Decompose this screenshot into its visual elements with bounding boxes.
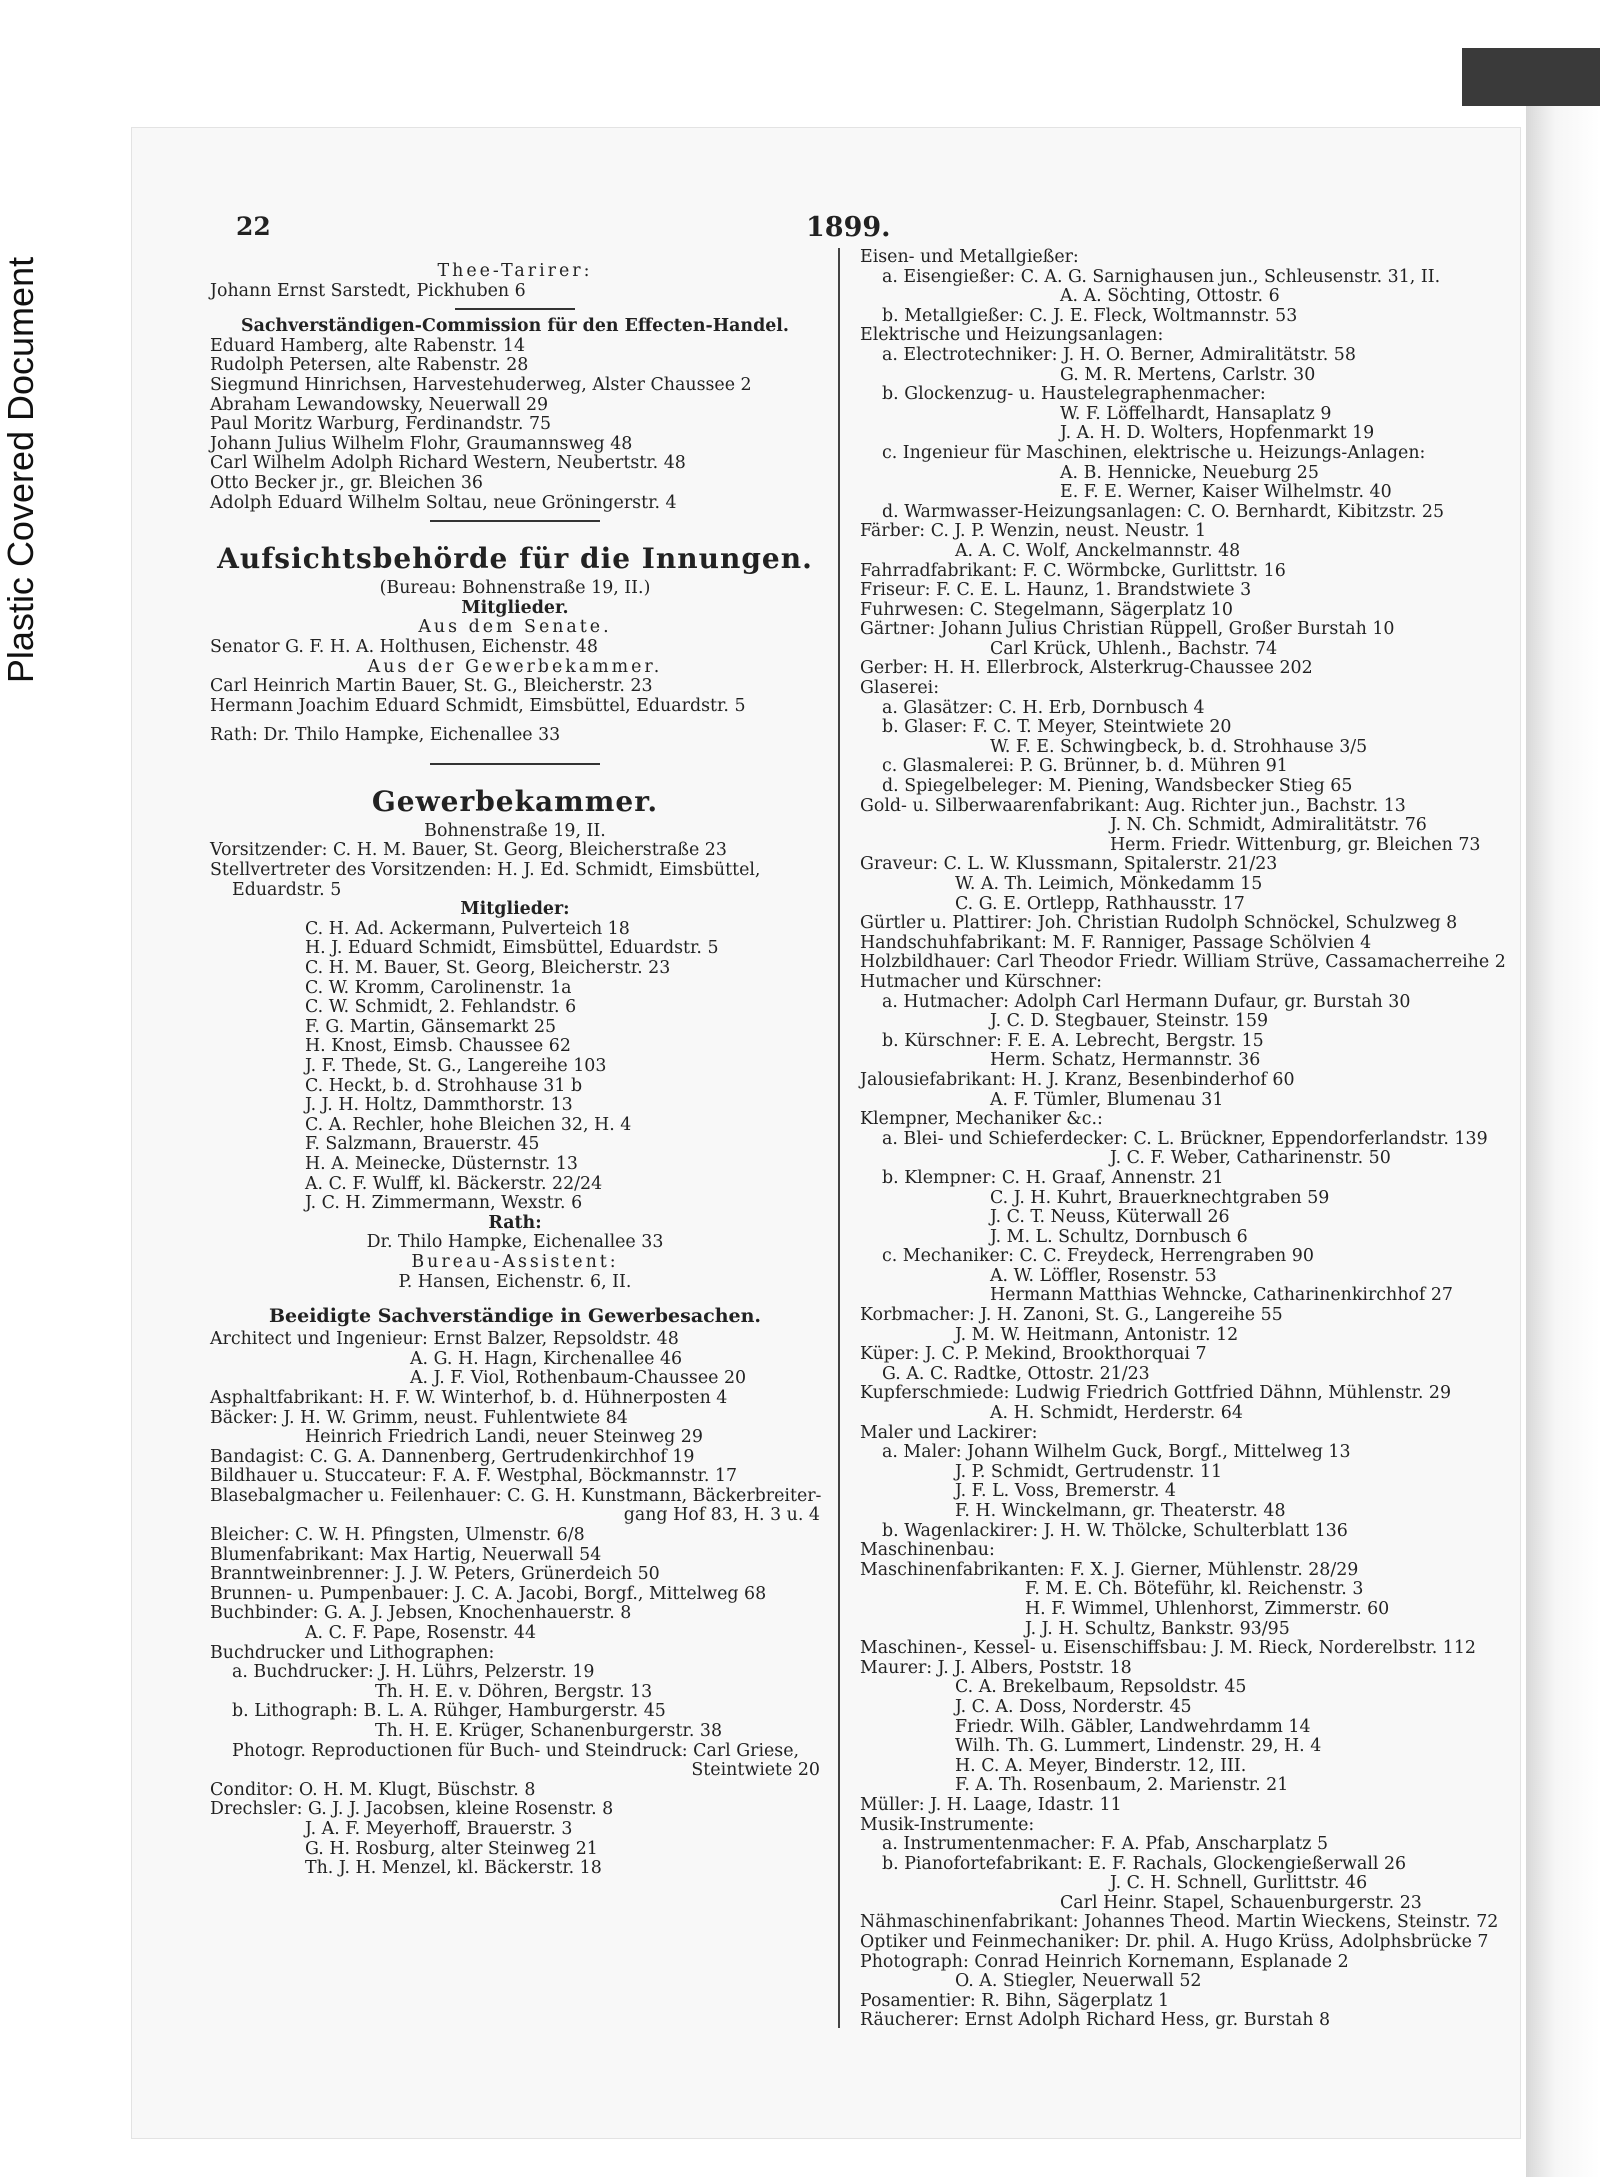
entry-line: Friseur: F. C. E. L. Haunz, 1. Brandstwiete 3: [860, 580, 1252, 601]
entry-line: G. H. Rosburg, alter Steinweg 21: [305, 1838, 598, 1859]
entry-line: Bleicher: C. W. H. Pfingsten, Ulmenstr. 6/8: [210, 1525, 585, 1546]
entry-line: b. Pianofortefabrikant: E. F. Rachals, Glockengießerwall 26: [882, 1853, 1407, 1874]
entry-line: H. F. Wimmel, Uhlenhorst, Zimmerstr. 60: [1025, 1598, 1390, 1619]
member-line: H. A. Meinecke, Düsternstr. 13: [305, 1153, 578, 1174]
entry-line: Eduardstr. 5: [232, 879, 342, 900]
entry-line: Abraham Lewandowsky, Neuerwall 29: [210, 394, 549, 415]
entry-line: P. Hansen, Eichenstr. 6, II.: [398, 1271, 632, 1292]
entry-line: C. G. E. Ortlepp, Rathhausstr. 17: [955, 893, 1245, 914]
entry-line: W. F. Löffelhardt, Hansaplatz 9: [1060, 403, 1332, 424]
entry-line: Vorsitzender: C. H. M. Bauer, St. Georg, Bleicherstraße 23: [210, 840, 727, 861]
entry-line: O. A. Stiegler, Neuerwall 52: [955, 1971, 1202, 1992]
subtitle: (Bureau: Bohnenstraße 19, II.): [379, 578, 651, 599]
entry-line: Buchdrucker und Lithographen:: [210, 1642, 495, 1663]
entry-line: F. H. Winckelmann, gr. Theaterstr. 48: [955, 1501, 1286, 1521]
entry-line: Rudolph Petersen, alte Rabenstr. 28: [210, 355, 529, 376]
entry-line: Jalousiefabrikant: H. J. Kranz, Besenbinderhof 60: [860, 1069, 1295, 1090]
entry-line: J. C. T. Neuss, Küterwall 26: [990, 1207, 1230, 1228]
entry-line: A. G. H. Hagn, Kirchenallee 46: [410, 1348, 683, 1369]
member-line: A. C. F. Wulff, kl. Bäckerstr. 22/24: [305, 1173, 603, 1194]
entry-line: J. A. F. Meyerhoff, Brauerstr. 3: [305, 1818, 573, 1839]
member-line: H. Knost, Eimsb. Chaussee 62: [305, 1036, 571, 1057]
member-line: F. G. Martin, Gänsemarkt 25: [305, 1016, 557, 1037]
entry-line: Drechsler: G. J. J. Jacobsen, kleine Rosenstr. 8: [210, 1799, 614, 1820]
entry-line: A. J. F. Viol, Rothenbaum-Chaussee 20: [410, 1368, 747, 1389]
entry-line: W. A. Th. Leimich, Mönkedamm 15: [955, 874, 1263, 894]
member-line: J. J. H. Holtz, Dammthorstr. 13: [305, 1095, 573, 1116]
subheading: Aus der Gewerbekammer.: [367, 656, 663, 677]
member-line: C. Heckt, b. d. Strohhause 31 b: [305, 1075, 583, 1096]
entry-line: Posamentier: R. Bihn, Sägerplatz 1: [860, 1990, 1170, 2011]
entry-line: b. Glaser: F. C. T. Meyer, Steintwiete 20: [882, 717, 1232, 738]
entry-line: Carl Heinrich Martin Bauer, St. G., Bleicherstr. 23: [210, 676, 653, 697]
entry-line: Korbmacher: J. H. Zanoni, St. G., Langereihe 55: [860, 1305, 1283, 1326]
entry-line: Maurer: J. J. Albers, Poststr. 18: [860, 1657, 1132, 1678]
entry-line: Kupferschmiede: Ludwig Friedrich Gottfried Dähnn, Mühlenstr. 29: [860, 1383, 1452, 1404]
entry-line: A. C. F. Pape, Rosenstr. 44: [305, 1623, 537, 1644]
member-line: F. Salzmann, Brauerstr. 45: [305, 1134, 540, 1155]
entry-line: c. Ingenieur für Maschinen, elektrische u. Heizungs-Anlagen:: [882, 442, 1426, 463]
section-heading: Beeidigte Sachverständige in Gewerbesachen.: [268, 1305, 762, 1328]
entry-line: Gärtner: Johann Julius Christian Rüppell, Großer Burstah 10: [860, 619, 1395, 640]
entry-line: a. Electrotechniker: J. H. O. Berner, Admiralitätstr. 58: [882, 344, 1356, 365]
entry-line: J. C. A. Doss, Norderstr. 45: [955, 1696, 1192, 1717]
entry-line: Klempner, Mechaniker &c.:: [860, 1109, 1103, 1130]
subtitle: Bohnenstraße 19, II.: [424, 820, 606, 841]
entry-line: Küper: J. C. P. Mekind, Brookthorquai 7: [860, 1344, 1207, 1365]
entry-line: J. M. W. Heitmann, Antonistr. 12: [955, 1324, 1239, 1345]
entry-line: Nähmaschinenfabrikant: Johannes Theod. Martin Wieckens, Steinstr. 72: [860, 1912, 1499, 1933]
section-heading: Sachverständigen-Commission für den Effecten-Handel.: [241, 316, 789, 337]
member-line: C. H. M. Bauer, St. Georg, Bleicherstr. 23: [305, 958, 671, 979]
column-divider: [838, 248, 840, 2028]
entry-line: Maschinenfabrikanten: F. X. J. Gierner, Mühlenstr. 28/29: [860, 1559, 1359, 1580]
entry-line: Th. H. E. Krüger, Schanenburgerstr. 38: [375, 1721, 723, 1741]
entry-line: Johann Julius Wilhelm Flohr, Graumannsweg 48: [210, 433, 633, 454]
subheading: Mitglieder:: [460, 899, 570, 920]
entry-line: J. C. D. Stegbauer, Steinstr. 159: [990, 1011, 1269, 1032]
entry-line: A. H. Schmidt, Herderstr. 64: [990, 1403, 1243, 1424]
entry-line: a. Blei- und Schieferdecker: C. L. Brückner, Eppendorferlandstr. 139: [882, 1128, 1488, 1149]
entry-line: Bäcker: J. H. W. Grimm, neust. Fuhlentwiete 84: [210, 1407, 628, 1428]
member-line: J. C. H. Zimmermann, Wexstr. 6: [305, 1193, 583, 1214]
entry-line: C. A. Brekelbaum, Repsoldstr. 45: [955, 1677, 1247, 1698]
entry-line: Eduard Hamberg, alte Rabenstr. 14: [210, 335, 526, 356]
entry-line: Elektrische und Heizungsanlagen:: [860, 325, 1164, 346]
entry-line: Blumenfabrikant: Max Hartig, Neuerwall 54: [210, 1544, 602, 1565]
entry-line: a. Buchdrucker: J. H. Lührs, Pelzerstr. 19: [232, 1662, 595, 1683]
entry-line: Gerber: H. H. Ellerbrock, Alsterkrug-Chaussee 202: [860, 658, 1313, 679]
entry-line: Carl Wilhelm Adolph Richard Western, Neubertstr. 48: [210, 453, 686, 474]
entry-line: Otto Becker jr., gr. Bleichen 36: [210, 472, 483, 493]
entry-line: Heinrich Friedrich Landi, neuer Steinweg 29: [305, 1427, 703, 1448]
entry-line: Eisen- und Metallgießer:: [860, 247, 1079, 267]
entry-line: Optiker und Feinmechaniker: Dr. phil. A. Hugo Krüss, Adolphsbrücke 7: [860, 1932, 1489, 1953]
entry-line: Fahrradfabrikant: F. C. Wörmbcke, Gurlittstr. 16: [860, 560, 1286, 581]
entry-line: F. M. E. Ch. Böteführ, kl. Reichenstr. 3: [1025, 1579, 1364, 1600]
entry-line: Gürtler u. Plattirer: Joh. Christian Rudolph Schnöckel, Schulzweg 8: [860, 913, 1458, 934]
entry-line: Handschuhfabrikant: M. F. Ranniger, Passage Schölvien 4: [860, 932, 1372, 953]
entry-line: Senator G. F. H. A. Holthusen, Eichenstr. 48: [210, 636, 598, 657]
section-title: Gewerbekammer.: [371, 784, 659, 818]
spacer: [210, 772, 820, 782]
entry-line: J. J. H. Schultz, Bankstr. 93/95: [1025, 1618, 1290, 1639]
entry-line: a. Eisengießer: C. A. G. Sarnighausen jun., Schleusenstr. 31, II.: [882, 266, 1441, 287]
entry-line: gang Hof 83, H. 3 u. 4: [623, 1505, 820, 1526]
entry-line: J. P. Schmidt, Gertrudenstr. 11: [955, 1461, 1223, 1482]
entry-line: Bildhauer u. Stuccateur: F. A. F. Westphal, Böckmannstr. 17: [210, 1466, 738, 1487]
entry-line: Carl Krück, Uhlenh., Bachstr. 74: [990, 638, 1278, 659]
subheading: Bureau-Assistent:: [411, 1251, 619, 1272]
entry-line: Müller: J. H. Laage, Idastr. 11: [860, 1794, 1122, 1815]
entry-line: Conditor: O. H. M. Klugt, Büschstr. 8: [210, 1779, 536, 1800]
entry-line: J. N. Ch. Schmidt, Admiralitätstr. 76: [1110, 815, 1427, 836]
entry-line: b. Klempner: C. H. Graaf, Annenstr. 21: [882, 1167, 1224, 1188]
entry-line: F. A. Th. Rosenbaum, 2. Marienstr. 21: [955, 1775, 1289, 1796]
entry-line: Holzbildhauer: Carl Theodor Friedr. William Strüve, Cassamacherreihe 2: [860, 952, 1506, 973]
page-year: 1899.: [806, 212, 891, 243]
entry-line: Blasebalgmacher u. Feilenhauer: C. G. H. Kunstmann, Bäckerbreiter-: [210, 1485, 822, 1506]
section-title: Aufsichtsbehörde für die Innungen.: [217, 542, 813, 576]
entry-line: E. F. E. Werner, Kaiser Wilhelmstr. 40: [1060, 482, 1392, 503]
member-line: C. W. Schmidt, 2. Fehlandstr. 6: [305, 997, 577, 1018]
entry-line: Adolph Eduard Wilhelm Soltau, neue Gröningerstr. 4: [210, 492, 677, 513]
entry-line: Maler und Lackirer:: [860, 1422, 1038, 1443]
entry-line: Musik-Instrumente:: [860, 1814, 1035, 1835]
entry-line: Hutmacher und Kürschner:: [860, 971, 1102, 992]
entry-line: G. A. C. Radtke, Ottostr. 21/23: [882, 1363, 1150, 1384]
subheading: Rath:: [488, 1212, 542, 1233]
entry-line: Paul Moritz Warburg, Ferdinandstr. 75: [210, 414, 552, 435]
entry-line: Maschinenbau:: [860, 1540, 995, 1561]
rule: [430, 763, 600, 765]
scan-dark-corner: [1462, 48, 1600, 106]
entry-line: Siegmund Hinrichsen, Harvestehuderweg, Alster Chaussee 2: [210, 374, 752, 395]
entry-line: b. Metallgießer: C. J. E. Fleck, Woltmannstr. 53: [882, 305, 1298, 326]
entry-line: Architect und Ingenieur: Ernst Balzer, Repsoldstr. 48: [210, 1329, 679, 1350]
entry-line: b. Glockenzug- u. Haustelegraphenmacher:: [882, 384, 1266, 405]
entry-line: A. W. Löffler, Rosenstr. 53: [990, 1265, 1217, 1286]
entry-line: d. Spiegelbeleger: M. Piening, Wandsbecker Stieg 65: [882, 776, 1353, 797]
entry-line: Photogr. Reproductionen für Buch- und Steindruck: Carl Griese,: [232, 1740, 800, 1761]
entry-line: a. Instrumentenmacher: F. A. Pfab, Anscharplatz 5: [882, 1834, 1329, 1855]
entry-line: Dr. Thilo Hampke, Eichenallee 33: [366, 1232, 664, 1253]
spacer: [210, 1292, 820, 1302]
entry-line: Johann Ernst Sarstedt, Pickhuben 6: [210, 280, 526, 301]
entry-line: Wilh. Th. G. Lummert, Lindenstr. 29, H. 4: [955, 1736, 1322, 1757]
entry-line: Branntweinbrenner: J. J. W. Peters, Grünerdeich 50: [210, 1564, 660, 1585]
right-column: [860, 247, 1506, 2031]
entry-line: J. C. H. Schnell, Gurlittstr. 46: [1110, 1873, 1368, 1894]
entry-line: b. Lithograph: B. L. A. Rühger, Hamburgerstr. 45: [232, 1701, 666, 1722]
entry-line: Stellvertreter des Vorsitzenden: H. J. Ed. Schmidt, Eimsbüttel,: [210, 860, 761, 881]
entry-line: Friedr. Wilh. Gäbler, Landwehrdamm 14: [955, 1716, 1311, 1737]
entry-line: Asphaltfabrikant: H. F. W. Winterhof, b. d. Hühnerposten 4: [210, 1387, 728, 1408]
entry-line: J. M. L. Schultz, Dornbusch 6: [990, 1226, 1248, 1247]
entry-line: a. Hutmacher: Adolph Carl Hermann Dufaur, gr. Burstah 30: [882, 991, 1411, 1012]
subheading: Mitglieder.: [461, 597, 569, 618]
entry-line: J. A. H. D. Wolters, Hopfenmarkt 19: [1060, 423, 1375, 444]
entry-line: Räucherer: Ernst Adolph Richard Hess, gr. Burstah 8: [860, 2010, 1331, 2031]
section-heading: Thee-Tarirer:: [437, 261, 593, 281]
page-header: [236, 212, 1480, 248]
entry-line: Bandagist: C. G. A. Dannenberg, Gertrudenkirchhof 19: [210, 1446, 695, 1467]
adjacent-page-edge: [1526, 106, 1600, 2177]
entry-line: Graveur: C. L. W. Klussmann, Spitalerstr. 21/23: [860, 854, 1278, 875]
entry-line: A. A. Söchting, Ottostr. 6: [1060, 286, 1280, 307]
entry-line: W. F. E. Schwingbeck, b. d. Strohhause 3/5: [990, 736, 1368, 757]
entry-line: Steintwiete 20: [691, 1760, 820, 1781]
member-line: J. F. Thede, St. G., Langereihe 103: [305, 1056, 607, 1076]
entry-line: d. Warmwasser-Heizungsanlagen: C. O. Bernhardt, Kibitzstr. 25: [882, 501, 1445, 522]
member-line: C. W. Kromm, Carolinenstr. 1a: [305, 977, 572, 998]
entry-line: Glaserei:: [860, 678, 940, 699]
entry-line: Hermann Joachim Eduard Schmidt, Eimsbüttel, Eduardstr. 5: [210, 695, 746, 716]
left-column: [210, 262, 820, 1879]
page-number: 22: [236, 212, 271, 241]
entry-line: a. Maler: Johann Wilhelm Guck, Borgf., Mittelweg 13: [882, 1442, 1351, 1463]
entry-line: Brunnen- u. Pumpenbauer: J. C. A. Jacobi, Borgf., Mittelweg 68: [210, 1583, 767, 1604]
entry-line: Herm. Friedr. Wittenburg, gr. Bleichen 73: [1110, 834, 1481, 855]
entry-line: Hermann Matthias Wehncke, Catharinenkirchhof 27: [990, 1285, 1453, 1306]
entry-line: Herm. Schatz, Hermannstr. 36: [990, 1050, 1261, 1071]
entry-line: J. C. F. Weber, Catharinenstr. 50: [1110, 1148, 1391, 1169]
entry-line: C. J. H. Kuhrt, Brauerknechtgraben 59: [990, 1187, 1330, 1208]
entry-line: Färber: C. J. P. Wenzin, neust. Neustr. 1: [860, 521, 1207, 542]
entry-line: Rath: Dr. Thilo Hampke, Eichenallee 33: [210, 725, 561, 746]
entry-line: b. Wagenlackirer: J. H. W. Thölcke, Schulterblatt 136: [882, 1520, 1348, 1541]
entry-line: Carl Heinr. Stapel, Schauenburgerstr. 23: [1060, 1892, 1422, 1913]
entry-line: G. M. R. Mertens, Carlstr. 30: [1060, 364, 1316, 385]
entry-line: c. Glasmalerei: P. G. Brünner, b. d. Mühren 91: [882, 756, 1288, 777]
entry-line: Th. H. E. v. Döhren, Bergstr. 13: [375, 1681, 653, 1702]
entry-line: Buchbinder: G. A. J. Jebsen, Knochenhauerstr. 8: [210, 1603, 632, 1624]
entry-line: Gold- u. Silberwaarenfabrikant: Aug. Richter jun., Bachstr. 13: [860, 795, 1406, 816]
subheading: Aus dem Senate.: [418, 617, 612, 638]
entry-line: A. B. Hennicke, Neueburg 25: [1060, 462, 1319, 483]
spacer: [210, 529, 820, 539]
entry-line: A. A. C. Wolf, Anckelmannstr. 48: [955, 540, 1241, 561]
entry-line: Fuhrwesen: C. Stegelmann, Sägerplatz 10: [860, 599, 1233, 620]
entry-line: A. F. Tümler, Blumenau 31: [990, 1089, 1224, 1110]
entry-line: Maschinen-, Kessel- u. Eisenschiffsbau: J. M. Rieck, Norderelbstr. 112: [860, 1638, 1476, 1659]
spine-label: Plastic Covered Document: [0, 256, 41, 684]
spacer: [210, 746, 820, 756]
member-line: H. J. Eduard Schmidt, Eimsbüttel, Eduardstr. 5: [305, 938, 719, 959]
member-line: C. A. Rechler, hohe Bleichen 32, H. 4: [305, 1114, 632, 1135]
rule: [455, 308, 575, 310]
entry-line: Th. J. H. Menzel, kl. Bäckerstr. 18: [305, 1858, 602, 1879]
entry-line: a. Glasätzer: C. H. Erb, Dornbusch 4: [882, 697, 1205, 718]
entry-line: J. F. L. Voss, Bremerstr. 4: [955, 1481, 1176, 1502]
entry-line: H. C. A. Meyer, Binderstr. 12, III.: [955, 1755, 1247, 1776]
member-line: C. H. Ad. Ackermann, Pulverteich 18: [305, 918, 630, 939]
entry-line: Photograph: Conrad Heinrich Kornemann, Esplanade 2: [860, 1951, 1349, 1972]
entry-line: c. Mechaniker: C. C. Freydeck, Herrengraben 90: [882, 1246, 1314, 1267]
rule: [430, 520, 600, 522]
entry-line: b. Kürschner: F. E. A. Lebrecht, Bergstr. 15: [882, 1030, 1264, 1051]
